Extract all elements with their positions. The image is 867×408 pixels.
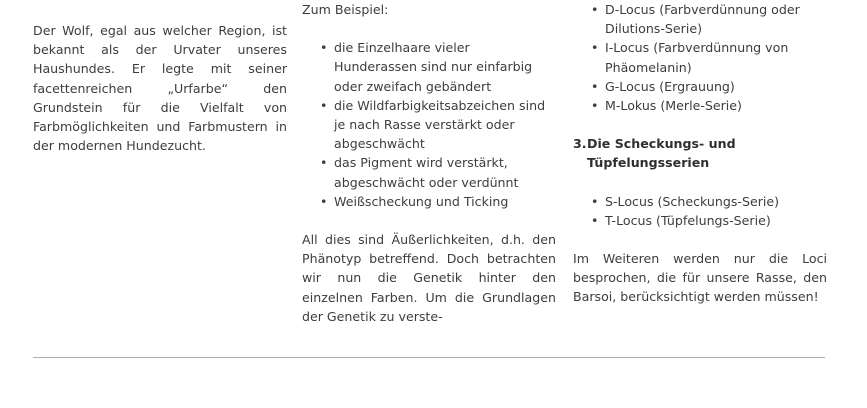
list-item: • I-Locus (Farbverdünnung von Phäomelanin) bbox=[573, 38, 827, 76]
list-item: • Weißscheckung und Ticking bbox=[302, 192, 556, 211]
list-item: • D-Locus (Farbverdünnung oder Dilutions-Serie) bbox=[573, 0, 827, 38]
list-item: • G-Locus (Ergrauung) bbox=[573, 77, 827, 96]
heading-line-2: Tüpfelungsserien bbox=[587, 155, 710, 171]
heading-line-1: Die Scheckungs- und bbox=[587, 136, 736, 152]
barsoi-paragraph: Im Weiteren werden nur die Loci besprochen, die für unsere Rasse, den Barsoi, berücksichtigt werden müssen! bbox=[573, 251, 827, 305]
left-column bbox=[33, 21, 287, 155]
heading-number: 3. bbox=[573, 136, 587, 152]
right-column bbox=[573, 0, 827, 307]
list-item: • die Einzelhaare vieler Hunderassen sind nur einfarbig oder zweifach gebändert bbox=[302, 38, 556, 96]
footer-divider bbox=[33, 357, 825, 358]
list-item: • das Pigment wird verstärkt, abgeschwächt oder verdünnt bbox=[302, 153, 556, 191]
locus-list-top bbox=[573, 0, 827, 115]
list-item: • S-Locus (Scheckungs-Serie) bbox=[573, 192, 827, 211]
locus-list-bottom bbox=[573, 192, 827, 230]
middle-column bbox=[302, 0, 556, 326]
list-item: • T-Locus (Tüpfelungs-Serie) bbox=[573, 211, 827, 230]
list-item: • die Wildfarbigkeitsabzeichen sind je nach Rasse verstärkt oder abgeschwächt bbox=[302, 96, 556, 154]
section-heading bbox=[573, 134, 827, 172]
example-list bbox=[302, 38, 556, 211]
intro-paragraph: Der Wolf, egal aus welcher Region, ist bekannt als der Urvater unseres Haushundes. Er legte mit seiner facettenreichen „Urfarbe“ den Grundstein für die Vielfalt von Farbmöglichkeiten und Farbmustern in der modernen Hundezucht. bbox=[33, 23, 287, 154]
example-intro: Zum Beispiel: bbox=[302, 2, 389, 17]
list-item: • M-Lokus (Merle-Serie) bbox=[573, 96, 827, 115]
phenotype-paragraph: All dies sind Äußerlichkeiten, d.h. den Phänotyp betreffend. Doch betrachten wir nun die Genetik hinter den einzelnen Farben. Um die Grundlagen der Genetik zu verste- bbox=[302, 232, 556, 324]
